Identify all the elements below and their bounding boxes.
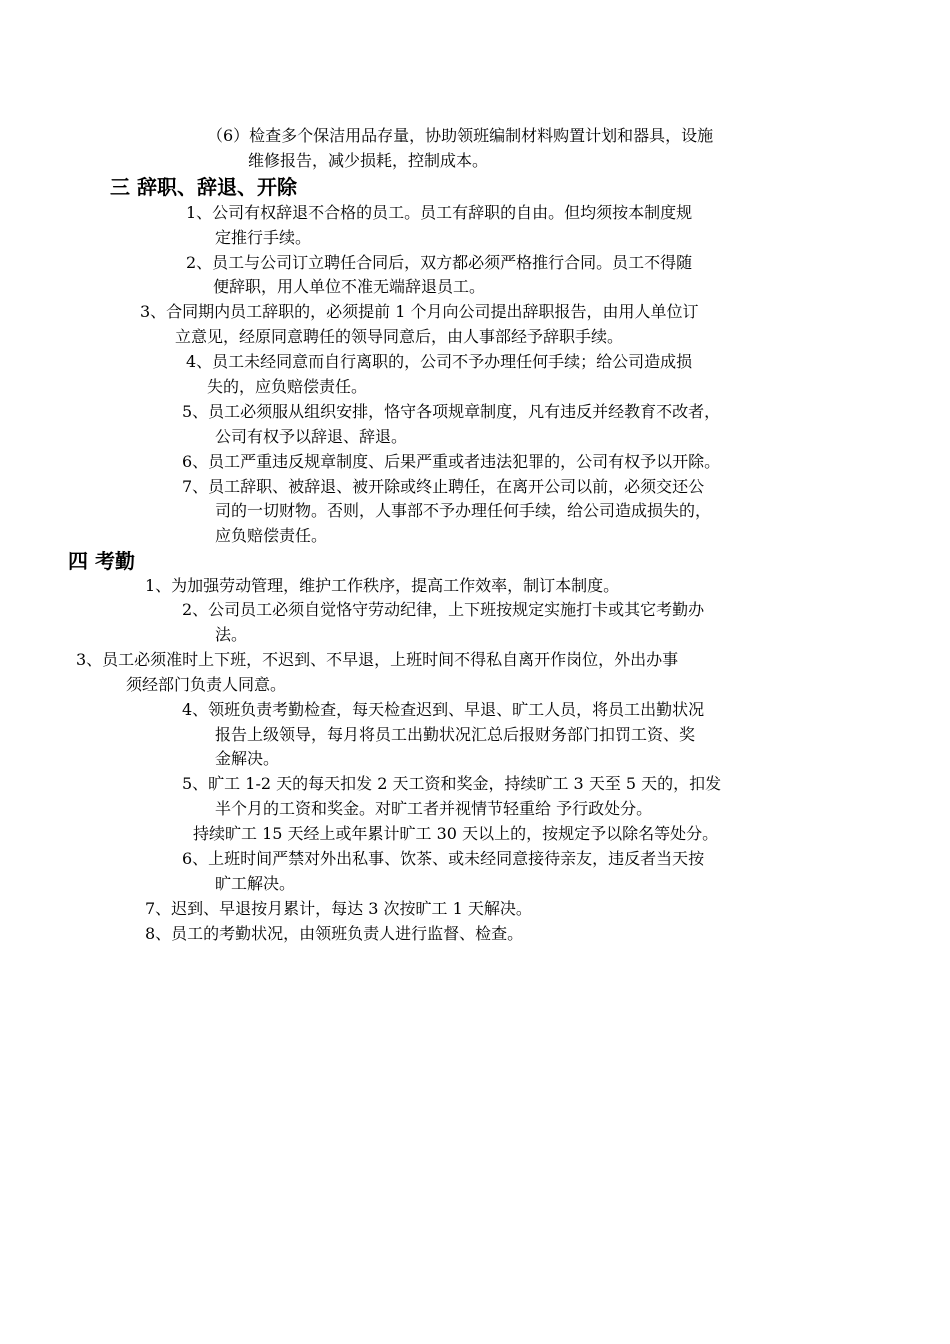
list-item-line: 金解决。 — [215, 749, 280, 768]
list-item-line: 报告上级领导，每月将员工出勤状况汇总后报财务部门扣罚工资、奖 — [215, 725, 696, 744]
list-item-line: 2、员工与公司订立聘任合同后，双方都必须严格推行合同。员工不得随 — [186, 253, 693, 272]
list-item-line: 3、员工必须准时上下班，不迟到、不早退，上班时间不得私自离开作岗位，外出办事 — [76, 650, 679, 669]
list-item-line: 立意见，经原同意聘任的领导同意后，由人事部经予辞职手续。 — [175, 327, 624, 346]
paragraph-line: （6）检查多个保洁用品存量，协助领班编制材料购置计划和器具，设施 — [207, 126, 714, 145]
paragraph-line: 维修报告，减少损耗，控制成本。 — [248, 151, 489, 170]
list-item-line: 7、迟到、早退按月累计，每达 3 次按旷工 1 天解决。 — [145, 899, 532, 918]
list-item-line: 公司有权予以辞退、辞退。 — [215, 427, 408, 446]
list-item-line: 6、员工严重违反规章制度、后果严重或者违法犯罪的，公司有权予以开除。 — [182, 452, 721, 471]
list-item-line: 定推行手续。 — [215, 228, 312, 247]
list-item-line: 4、员工未经同意而自行离职的，公司不予办理任何手续；给公司造成损 — [186, 352, 693, 371]
list-item-line: 3、合同期内员工辞职的，必须提前 1 个月向公司提出辞职报告，由用人单位订 — [140, 302, 699, 321]
section-heading: 三 辞职、辞退、开除 — [110, 175, 297, 199]
list-item-line: 2、公司员工必须自觉恪守劳动纪律，上下班按规定实施打卡或其它考勤办 — [182, 600, 705, 619]
list-item-line: 司的一切财物。否则，人事部不予办理任何手续，给公司造成损失的， — [215, 501, 712, 520]
list-item-line: 法。 — [215, 625, 248, 644]
list-item-line: 持续旷工 15 天经上或年累计旷工 30 天以上的，按规定予以除名等处分。 — [193, 824, 719, 843]
list-item-line: 1、为加强劳动管理，维护工作秩序，提高工作效率，制订本制度。 — [145, 576, 620, 595]
list-item-line: 7、员工辞职、被辞退、被开除或终止聘任，在离开公司以前，必须交还公 — [182, 477, 705, 496]
list-item-line: 5、员工必须服从组织安排，恪守各项规章制度，凡有违反并经教育不改者， — [182, 402, 721, 421]
list-item-line: 6、上班时间严禁对外出私事、饮茶、或未经同意接待亲友，违反者当天按 — [182, 849, 705, 868]
list-item-line: 应负赔偿责任。 — [215, 526, 328, 545]
list-item-line: 便辞职，用人单位不准无端辞退员工。 — [213, 277, 486, 296]
list-item-line: 失的，应负赔偿责任。 — [207, 377, 368, 396]
list-item-line: 旷工解决。 — [215, 874, 296, 893]
list-item-line: 5、旷工 1-2 天的每天扣发 2 天工资和奖金，持续旷工 3 天至 5 天的，扣发 — [182, 774, 722, 793]
section-heading: 四 考勤 — [68, 549, 135, 573]
list-item-line: 4、领班负责考勤检查，每天检查迟到、早退、旷工人员，将员工出勤状况 — [182, 700, 705, 719]
list-item-line: 1、公司有权辞退不合格的员工。员工有辞职的自由。但均须按本制度规 — [186, 203, 693, 222]
list-item-line: 须经部门负责人同意。 — [126, 675, 287, 694]
list-item-line: 半个月的工资和奖金。对旷工者并视情节轻重给 予行政处分。 — [215, 799, 653, 818]
list-item-line: 8、员工的考勤状况，由领班负责人进行监督、检查。 — [145, 924, 524, 943]
